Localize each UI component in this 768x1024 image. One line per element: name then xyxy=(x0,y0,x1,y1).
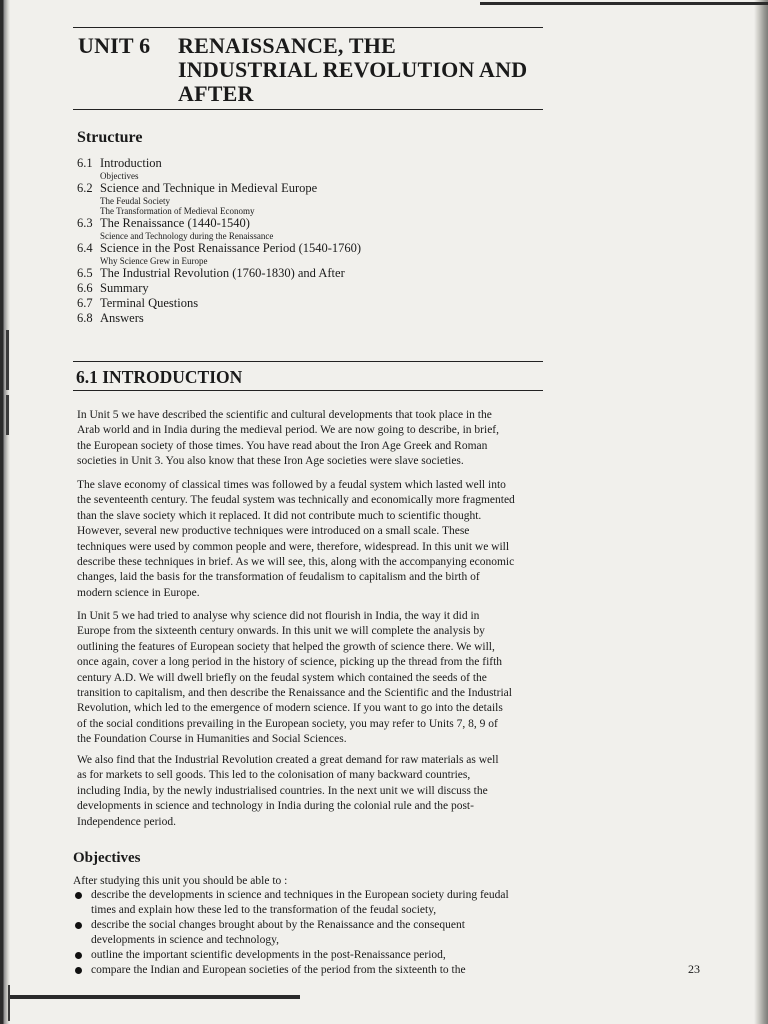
unit-title-text xyxy=(178,34,558,106)
bullet-icon xyxy=(75,922,82,929)
toc-item xyxy=(77,266,537,281)
scan-speck xyxy=(6,395,9,435)
text-line: compare the Indian and European societies of the period from the sixteenth to the xyxy=(91,964,466,976)
text-line: describe the developments in science and techniques in the European society during feudal xyxy=(91,889,509,901)
bullet-icon xyxy=(75,892,82,899)
text-line: Arab world and in India during the medieval period. We are now going to describe, in brief, xyxy=(77,424,500,437)
intro-paragraph xyxy=(77,408,547,470)
text-line: times and explain how these led to the transformation of the feudal society, xyxy=(91,904,437,916)
text-line: In Unit 5 we have described the scientific and cultural developments that took place in the xyxy=(77,409,492,421)
structure-heading: Structure xyxy=(77,129,143,146)
text-line: changes, laid the basis for the transformation of feudalism to capitalism and the birth of xyxy=(77,571,480,584)
text-line: developments in science and technology in India during the colonial rule and the post- xyxy=(77,800,474,813)
text-line: outlining the features of European society that helped the growth of science there. We will, xyxy=(77,640,495,653)
text-line: the Foundation Course in Humanities and Social Sciences. xyxy=(77,733,347,746)
text-line: Europe from the sixteenth century onwards. In this unit we will complete the analysis by xyxy=(77,625,485,638)
toc-number: 6.5 xyxy=(77,266,93,280)
objective-item xyxy=(73,963,553,978)
bullet-icon xyxy=(75,952,82,959)
toc-label: Science and Technique in Medieval Europe xyxy=(100,181,318,195)
scan-top-rule xyxy=(480,2,768,5)
text-line: developments in science and technology, xyxy=(91,934,279,946)
toc-number: 6.7 xyxy=(77,296,93,310)
title-top-rule xyxy=(73,27,543,28)
text-line: In Unit 5 we had tried to analyse why science did not flourish in India, the way it did in xyxy=(77,610,480,622)
text-line: We also find that the Industrial Revolution created a great demand for raw materials as well xyxy=(77,754,499,766)
scan-speck xyxy=(6,330,9,390)
section-top-rule xyxy=(73,361,543,362)
section-heading-introduction: 6.1 INTRODUCTION xyxy=(76,367,243,387)
text-line: Independence period. xyxy=(77,815,176,828)
text-line: of the social conditions prevailing in the European society, you may refer to Units 7, 8, 9 of xyxy=(77,717,498,730)
toc-item xyxy=(77,181,537,196)
text-line: However, several new productive techniques were introduced on a small scale. These xyxy=(77,525,470,538)
intro-paragraph xyxy=(77,478,547,601)
toc-label: Science in the Post Renaissance Period (1540-1760) xyxy=(100,241,362,255)
text-line: Revolution, which led to the emergence of modern science. If you want to go into the details xyxy=(77,702,503,715)
objectives-heading: Objectives xyxy=(73,850,141,866)
title-bottom-rule xyxy=(73,109,543,110)
toc-number: 6.6 xyxy=(77,281,93,295)
toc-subitem: Science and Technology during the Renaissance xyxy=(100,231,274,241)
toc-subitem: The Transformation of Medieval Economy xyxy=(100,206,255,216)
section-bottom-rule xyxy=(73,390,543,391)
toc-label: The Industrial Revolution (1760-1830) and After xyxy=(100,266,345,280)
toc-number: 6.8 xyxy=(77,311,93,325)
toc-item xyxy=(77,156,537,171)
unit-number: UNIT 6 xyxy=(78,33,151,58)
text-line: describe the social changes brought about by the Renaissance and the consequent xyxy=(91,919,465,931)
text-line: The slave economy of classical times was followed by a feudal system which lasted well into xyxy=(77,479,506,491)
bullet-icon xyxy=(75,967,82,974)
objective-item xyxy=(73,888,553,918)
toc-number: 6.1 xyxy=(77,156,93,170)
scan-edge-right xyxy=(754,0,768,1024)
toc-label: Summary xyxy=(100,281,149,295)
text-line: modern science in Europe. xyxy=(77,586,200,599)
text-line: than the slave society which it replaced. It did not contribute much to scientific thought. xyxy=(77,509,482,522)
toc-subitem: Why Science Grew in Europe xyxy=(100,256,208,266)
toc-label: Answers xyxy=(100,311,144,325)
text-line: as for markets to sell goods. This led to the colonisation of many backward countries, xyxy=(77,769,471,782)
intro-paragraph xyxy=(77,609,547,748)
toc-subitem: The Feudal Society xyxy=(100,196,170,206)
structure-list xyxy=(77,156,537,326)
text-line: the European society of those times. You have read about the Iron Age Greek and Roman xyxy=(77,439,488,452)
scan-bottom-rule xyxy=(10,995,300,999)
objectives-list xyxy=(73,888,553,978)
objective-item xyxy=(73,948,553,963)
text-line: transition to capitalism, and then describe the Renaissance and the Scientific and the Industrial xyxy=(77,687,512,700)
toc-item xyxy=(77,216,537,231)
toc-label: Terminal Questions xyxy=(100,296,199,310)
text-line: century A.D. We will dwell briefly on the feudal system which contained the seeds of the xyxy=(77,671,487,684)
unit-title-line: INDUSTRIAL REVOLUTION AND xyxy=(178,57,528,82)
text-line: societies in Unit 3. You also know that these Iron Age societies were slave societies. xyxy=(77,455,464,468)
objectives-intro: After studying this unit you should be able to : xyxy=(73,875,288,887)
intro-paragraph xyxy=(77,753,547,830)
toc-item xyxy=(77,311,537,326)
page-number: 23 xyxy=(688,962,700,976)
text-line: outline the important scientific developments in the post-Renaissance period, xyxy=(91,949,446,961)
toc-subitem: Objectives xyxy=(100,171,139,181)
scan-bottom-mark xyxy=(8,985,10,1021)
objective-item xyxy=(73,918,553,948)
toc-number: 6.3 xyxy=(77,216,93,230)
toc-label: Introduction xyxy=(100,156,162,170)
unit-title-line: RENAISSANCE, THE xyxy=(178,33,396,58)
text-line: describe these techniques in brief. As we will see, this, along with the accompanying economic xyxy=(77,556,515,569)
scan-edge-left xyxy=(0,0,10,1024)
text-line: including India, by the newly industrialised countries. In the next unit we will discuss the xyxy=(77,784,488,797)
toc-label: The Renaissance (1440-1540) xyxy=(100,216,250,230)
toc-number: 6.2 xyxy=(77,181,93,195)
text-line: techniques were used by common people and were, therefore, widespread. In this unit we will xyxy=(77,540,510,553)
toc-item xyxy=(77,296,537,311)
toc-item xyxy=(77,241,537,256)
toc-item xyxy=(77,281,537,296)
unit-title-line: AFTER xyxy=(178,81,254,106)
toc-number: 6.4 xyxy=(77,241,93,255)
text-line: once again, cover a long period in the history of science, picking up the thread from the fifth xyxy=(77,656,503,669)
text-line: the seventeenth century. The feudal system was technically and economically more fragmented xyxy=(77,494,515,507)
